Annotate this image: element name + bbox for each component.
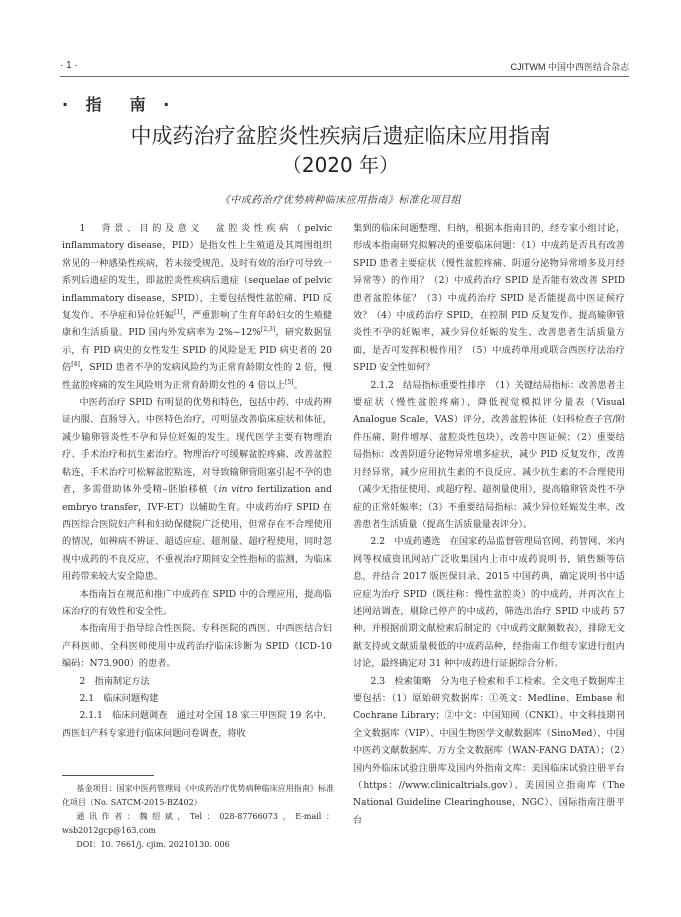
left-column bbox=[62, 220, 332, 742]
citation: [5] bbox=[285, 378, 294, 386]
footnote-doi: DOI：10. 7661/j. cjim. 20210130. 006 bbox=[76, 840, 230, 849]
right-column bbox=[353, 220, 625, 829]
footnote-funding: 基金项目：国家中医药管理局《中成药治疗优势病种临床应用指南》标准化项目（No. SATCM-2015-BZ402） bbox=[62, 784, 334, 807]
paragraph-background: 1 背景、目的及意义 盆腔炎性疾病（pelvic inflammatory disease，PID）是指女性上生殖道及其周围组织常见的一种感染性疾病，若未接受规范、及时有效的治疗可导致一系列后遗症的发生，即盆腔炎性疾病后遗症（sequelae of pelvic inflammatory disease，SPID），主要包括慢性盆腔痛、PID 反复发作、不孕症和异位妊娠[1]，严重影响了生育年龄妇女的生殖健康和生活质量。PID 国内外发病率为 2%~12%[2,3]，研究数据显示，有 PID 病史的女性发生 SPID 的风险是无 PID 病史者的 20 倍[4]，SPID 患者不孕的发病风险约为正常育龄期女性的 2 倍，慢性盆腔疼痛的发生风险则为正常育龄期女性的 4 倍以上[5]。 bbox=[62, 223, 333, 391]
page-number: · 1 · bbox=[60, 60, 78, 71]
paragraph-questions: 集到的临床问题整理、归纳，根据本指南目的，经专家小组讨论，形成本指南研究拟解决的重要临床问题：（1）中成药是否具有改善 SPID 患者主要症状（慢性盆腔疼痛、阴道分泌物异常增多及月经异常等）的作用？（2）中成药治疗 SPID 是否能有效改善 SPID 患者盆腔体征？（3）中成药治疗 SPID 是否能提高中医证候疗效？（4）中成药治疗 SPID，在控制 PID 反复发作、提高输卵管炎性不孕的妊娠率，减少异位妊娠的发生、改善患者生活质量方面，是否可发挥积极作用？（5）中成药单用或联合西医疗法治疗 SPID 安全性如何？ bbox=[353, 223, 625, 374]
citation: [1] bbox=[174, 308, 183, 316]
footnotes bbox=[62, 782, 334, 852]
running-header bbox=[60, 60, 629, 77]
heading-methods: 2 指南制定方法 bbox=[79, 675, 150, 687]
heading-clinical-questions: 2.1 临床问题构建 bbox=[79, 692, 159, 704]
citation: [2,3] bbox=[260, 326, 276, 334]
paragraph-scope: 本指南用于指导综合性医院、专科医院的西医、中西医结合妇产科医师、全科医师使用中成药治疗临床诊断为 SPID（ICD-10 编码：N73.900）的患者。 bbox=[62, 623, 332, 670]
journal-name: CJITWM 中国中西医结合杂志 bbox=[510, 62, 629, 72]
paragraph-search-strategy: 2.3 检索策略 分为电子检索和手工检索。全文电子数据库主要包括：（1）原始研究数据库：①英文：Medline、Embase 和 Cochrane Library；②中文：中国知网（CNKI）、中文科技期刊全文数据库（VIP）、中国生物医学文献数据库（SinoMed）、中国中医药文献数据库、万方全文数据库（WAN-FANG DATA）；（2）国内外临床试验注册库及国内外指南文库：美国临床试验注册平台（https：//www.clinicaltrials.gov）、美国国立指南库（The National Guideline Clearinghouse，NGC）、国际指南注册平台 bbox=[353, 675, 625, 826]
author-group: 《中成药治疗优势病种临床应用指南》标准化项目组 bbox=[219, 195, 462, 206]
section-label: · 指 南 · bbox=[62, 95, 176, 114]
paragraph-selection: 2.2 中成药遴选 在国家药品监督管理局官网、药智网、米内网等权威资讯网站广泛收集国内上市中成药说明书，销售额等信息，并结合 2017 版医保目录、2015 中国药典，确定说明书中适应症为治疗 SPID（既往称：慢性盆腔炎）的中成药，并再次在上述网站调查，剔除已停产的中成药，筛选出治疗 SPID 中成药 57 种。并根据前期文献检索后制定的《中成药文献频数表》，排除无文献支持或文献质量极低的中成药品种，经指南工作组专家进行组内讨论，最终确定对 31 种中成药进行证据综合分析。 bbox=[353, 536, 625, 670]
paragraph-outcomes: 2.1.2 结局指标重要性排序 （1）关键结局指标：改善患者主要症状（慢性盆腔疼痛），降低视觉模拟评分量表（Visual Analogue Scale，VAS）评分，改善盆腔体征（妇科检查子宫/附件压痛、附件增厚、盆腔炎性包块），改善中医证候；（2）重要结局指标：改善阴道分泌物异常增多症状，减少 PID 反复发作，改善月经异常，减少应用抗生素的不良反应、减少抗生素的不合理使用（减少无指征使用、或超疗程、超剂量使用），提高输卵管炎性不孕症的正常妊娠率；（3）不重要结局指标：减少异位妊娠发生率、改善患者生活质量（提高生活质量量表评分）。 bbox=[353, 379, 625, 530]
article-subtitle: （2020 年） bbox=[281, 153, 400, 177]
paragraph-tcm-advantage: 中医药治疗 SPID 有明显的优势和特色，包括中药、中成药辨证内服、直肠导入、中医特色治疗，可明显改善临床症状和体征，减少输卵管炎性不孕和异位妊娠的发生。现代医学主要有物理治疗、手术治疗和抗生素治疗。物理治疗可缓解盆腔疼痛、改善盆腔粘连，手术治疗可松解盆腔粘连，对导致输卵管阻塞引起不孕的患者，多需借助体外受精–胚胎移植（in vitro fertilization and embryo transfer，IVF-ET）以辅助生育。中成药治疗 SPID 在西医综合医院妇产科和妇幼保健院广泛使用，但常存在不合理使用的情况，如辨病不辨证、超适应症、超剂量、超疗程使用，同时忽视中成药的不良反应，不重视治疗期间安全性指标的监测，为临床用药带来较大安全隐患。 bbox=[62, 397, 332, 583]
footnote-correspondence: 通讯作者：魏绍斌，Tel：028-87766073，E-mail：wsb2012gcp@163.com bbox=[62, 812, 334, 835]
paragraph-survey: 2.1.1 临床问题调查 通过对全国 18 家三甲医院 19 名中、西医妇产科专家进行临床问题问卷调查，将收 bbox=[62, 710, 332, 739]
paragraph-purpose: 本指南旨在规范和推广中成药在 SPID 中的合理应用，提高临床治疗的有效性和安全性。 bbox=[62, 588, 332, 617]
citation: [4] bbox=[71, 361, 80, 369]
footnote-divider bbox=[62, 775, 154, 776]
article-title: 中成药治疗盆腔炎性疾病后遗症临床应用指南 bbox=[130, 124, 551, 148]
